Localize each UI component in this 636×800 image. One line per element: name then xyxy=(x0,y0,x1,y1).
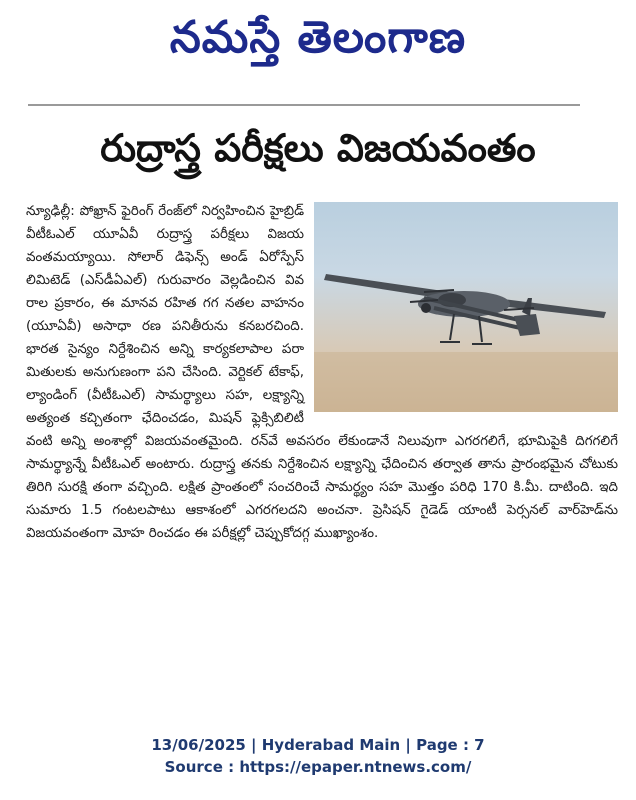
article-headline: రుద్రాస్త్ర పరీక్షలు విజయవంతం xyxy=(100,126,536,170)
header-divider xyxy=(28,104,580,106)
drone-illustration xyxy=(314,202,618,412)
article-body: న్యూఢిల్లీ: పోఖ్రాన్ ఫైరింగ్ రేంజ్‌లో నిర్వహించిన హైబ్రిడ్ వీటీఓఎల్ యూఏవీ రుద్రాస్త్ర పరీక్షలు విజయ వంతమయ్యాయి. సోలార్ డిఫెన్స్ అండ్ ఏరోస్పేస్ లిమిటెడ్ (ఎస్‌డీఏఎల్) గురువారం వెల్లడించిన వివ రాల ప్రకారం, ఈ మానవ రహిత గగ నతల వాహనం (యూఏవీ) అసాధా రణ పనితీరును కనబరచింది. భారత సైన్యం నిర్దేశించిన అన్ని కార్యకలాపాల పరా మితులకు అనుగుణంగా పని చేసింది. వెర్టికల్ టేకాఫ్, ల్యాండింగ్ (వీటీఓఎల్) సామర్థ్యాలు సహ, లక్ష్యాన్ని అత్యంత కచ్చితంగా ఛేదించడం, మిషన్ ఫ్లెక్సిబిలిటీ వంటి అన్ని అంశాల్లో విజయవంతమైంది. రన్‌వే అవసరం లేకుండానే నిలువుగా ఎగరగలిగే, భూమిపైకి దిగగలిగే సామర్థ్యాన్నే వీటీఓఎల్ అంటారు. రుద్రాస్త్ర తనకు నిర్దేశించిన లక్ష్యాన్ని ఛేదించిన తర్వాత తాను ప్రారంభమైన చోటుకు తిరిగి సురక్షి తంగా వచ్చింది. లక్షిత ప్రాంతంలో సంచరించే సామర్థ్యం సహ మొత్తం పరిధి 170 కి.మీ. దాటింది. ఇది సుమారు 1.5 గంటలపాటు ఆకాశంలో ఎగరగలదని అంచనా. ప్రెసిషన్ గైడెడ్ యాంటీ పెర్సనల్ వార్‌హెడ్‌ను విజయవంతంగా మోహ రించడం ఈ పరీక్షల్లో చెప్పుకోదగ్గ ముఖ్యాంశం. xyxy=(26,204,618,541)
headline xyxy=(0,118,636,188)
newspaper-logo: నమస్తే తెలంగాణ xyxy=(169,12,467,63)
drone-photo xyxy=(314,202,618,412)
masthead xyxy=(0,4,636,82)
footer xyxy=(0,734,636,778)
source-link[interactable]: Source : https://epaper.ntnews.com/ xyxy=(164,758,472,776)
article xyxy=(26,200,618,700)
edition-info: 13/06/2025 | Hyderabad Main | Page : 7 xyxy=(151,736,485,754)
